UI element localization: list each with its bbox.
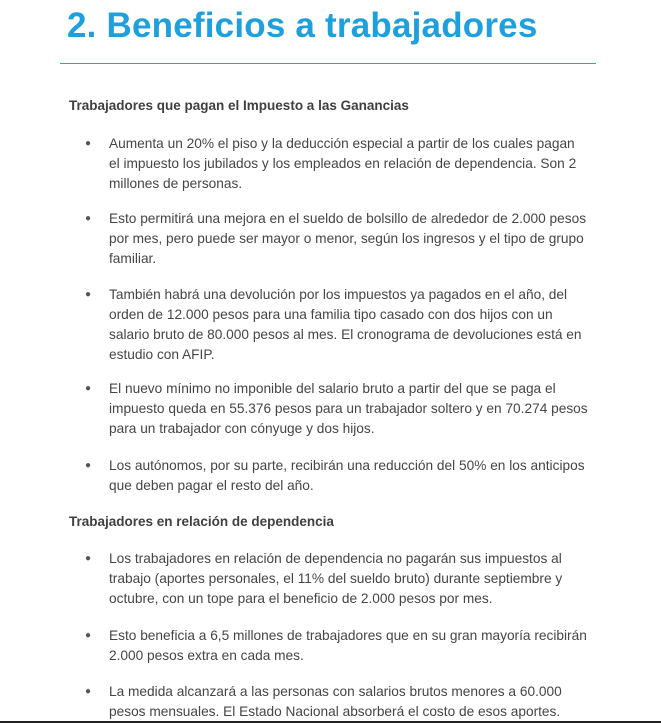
bullet-icon: ● xyxy=(85,138,92,149)
bullet-icon: ● xyxy=(85,289,92,300)
section-heading-ganancias: Trabajadores que pagan el Impuesto a las Ganancias xyxy=(69,98,409,113)
section-heading-dependencia: Trabajadores en relación de dependencia xyxy=(69,514,334,529)
bullet-text: Aumenta un 20% el piso y la deducción especial a partir de los cuales pagan el impuesto los jubilados y los empleados en relación de dependencia. Son 2 millones de personas. xyxy=(109,136,577,191)
bullet-icon: ● xyxy=(85,460,92,471)
bullet-icon: ● xyxy=(85,383,92,394)
bullet-text: Los trabajadores en relación de dependencia no pagarán sus impuestos al trabajo (aportes personales, el 11% del sueldo bruto) durante septiembre y octubre, con un tope para el beneficio de 2.000 pesos por mes. xyxy=(109,551,563,606)
bullet-text: Esto beneficia a 6,5 millones de trabajadores que en su gran mayoría recibirán 2.000 pesos extra en cada mes. xyxy=(109,628,587,663)
title-divider xyxy=(60,63,596,64)
page-title: 2. Beneficios a trabajadores xyxy=(67,6,538,45)
bullet-text: La medida alcanzará a las personas con salarios brutos menores a 60.000 pesos mensuales. El Estado Nacional absorberá el costo de esos aportes. xyxy=(109,684,562,719)
bullet-icon: ● xyxy=(85,553,92,564)
bullet-icon: ● xyxy=(85,686,92,697)
bullet-text: Los autónomos, por su parte, recibirán una reducción del 50% en los anticipos que deben pagar el resto del año. xyxy=(109,458,585,493)
bullet-text: Esto permitirá una mejora en el sueldo de bolsillo de alrededor de 2.000 pesos por mes, pero puede ser mayor o menor, según los ingresos y el tipo de grupo familiar. xyxy=(109,211,587,266)
bullet-icon: ● xyxy=(85,213,92,224)
bullet-text: También habrá una devolución por los impuestos ya pagados en el año, del orden de 12.000 pesos para una familia tipo casado con dos hijos con un salario bruto de 80.000 pesos al mes. El cronograma de devoluciones está en estudio con AFIP. xyxy=(109,287,582,362)
bullet-icon: ● xyxy=(85,630,92,641)
bullet-text: El nuevo mínimo no imponible del salario bruto a partir del que se paga el impuesto queda en 55.376 pesos para un trabajador soltero y en 70.274 pesos para un trabajador con cónyuge y dos hijos. xyxy=(109,381,588,436)
